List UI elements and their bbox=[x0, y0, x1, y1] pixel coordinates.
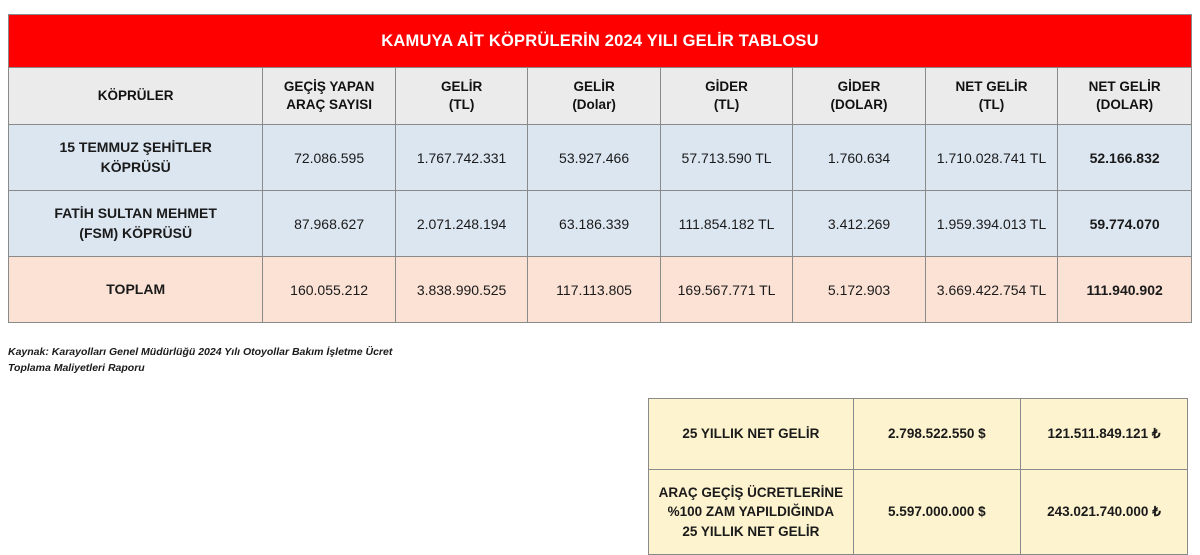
column-header-revenue-usd bbox=[528, 68, 660, 125]
row-label-bridge-1-line1: 15 TEMMUZ ŞEHİTLER bbox=[59, 138, 212, 155]
table-row bbox=[9, 125, 1192, 191]
projection-label-doubled-toll-line2: %100 ZAM YAPILDIĞINDA bbox=[667, 504, 835, 520]
column-header-net-try bbox=[925, 68, 1057, 125]
table-row bbox=[9, 191, 1192, 257]
column-header-expense-usd bbox=[793, 68, 925, 125]
cell-bridge-1-expense-usd: 1.760.634 bbox=[793, 125, 925, 191]
cell-total-revenue-usd: 117.113.805 bbox=[528, 257, 660, 323]
cell-total-expense-usd: 5.172.903 bbox=[793, 257, 925, 323]
projection-row bbox=[649, 399, 1188, 470]
cell-bridge-1-expense-try: 57.713.590 TL bbox=[660, 125, 792, 191]
cell-bridge-1-revenue-try: 1.767.742.331 bbox=[395, 125, 527, 191]
column-header-revenue-try-line2: (TL) bbox=[448, 97, 475, 112]
projection-table-container bbox=[648, 398, 1188, 555]
column-header-revenue-usd-line1: GELİR bbox=[573, 78, 615, 94]
projection-value-doubled-toll-try: 243.021.740.000 ₺ bbox=[1020, 470, 1187, 555]
column-header-vehicle-count bbox=[263, 68, 395, 125]
projection-row bbox=[649, 470, 1188, 555]
source-note-line2: Toplama Maliyetleri Raporu bbox=[8, 362, 145, 375]
table-row-total bbox=[9, 257, 1192, 323]
projection-value-25y-net-try: 121.511.849.121 ₺ bbox=[1020, 399, 1187, 470]
column-header-expense-try-line2: (TL) bbox=[713, 97, 740, 112]
row-label-bridge-2-line1: FATİH SULTAN MEHMET bbox=[54, 204, 217, 221]
bridge-income-table bbox=[8, 14, 1192, 323]
column-header-revenue-try-line1: GELİR bbox=[440, 78, 483, 94]
table-title-row bbox=[9, 15, 1192, 68]
cell-total-revenue-try: 3.838.990.525 bbox=[395, 257, 527, 323]
projection-table bbox=[648, 398, 1188, 555]
cell-bridge-2-revenue-try: 2.071.248.194 bbox=[395, 191, 527, 257]
column-header-net-usd-line1: NET GELİR bbox=[1088, 78, 1161, 94]
cell-bridge-2-net-usd: 59.774.070 bbox=[1058, 191, 1192, 257]
cell-bridge-2-net-try: 1.959.394.013 TL bbox=[925, 191, 1057, 257]
source-note bbox=[8, 344, 528, 377]
source-note-line1: Kaynak: Karayolları Genel Müdürlüğü 2024 Yılı Otoyollar Bakım İşletme Ücret bbox=[8, 346, 393, 358]
cell-bridge-2-expense-usd: 3.412.269 bbox=[793, 191, 925, 257]
cell-bridge-1-net-usd: 52.166.832 bbox=[1058, 125, 1192, 191]
row-label-bridge-1 bbox=[9, 125, 263, 191]
column-header-net-usd-line2: (DOLAR) bbox=[1096, 97, 1154, 112]
row-label-bridge-2 bbox=[9, 191, 263, 257]
column-header-net-usd bbox=[1058, 68, 1192, 125]
projection-label-doubled-toll-line3: 25 YILLIK NET GELİR bbox=[682, 523, 820, 539]
cell-bridge-2-expense-try: 111.854.182 TL bbox=[660, 191, 792, 257]
row-label-bridge-1-line2: KÖPRÜSÜ bbox=[100, 158, 171, 175]
column-header-expense-try-line1: GİDER bbox=[705, 78, 748, 94]
column-header-net-try-line2: (TL) bbox=[978, 97, 1005, 112]
cell-total-net-try: 3.669.422.754 TL bbox=[925, 257, 1057, 323]
column-header-bridges-line1: KÖPRÜLER bbox=[97, 87, 174, 103]
cell-total-expense-try: 169.567.771 TL bbox=[660, 257, 792, 323]
cell-total-vehicle-count: 160.055.212 bbox=[263, 257, 395, 323]
cell-total-net-usd: 111.940.902 bbox=[1058, 257, 1192, 323]
projection-value-25y-net-usd: 2.798.522.550 $ bbox=[853, 399, 1020, 470]
cell-bridge-2-revenue-usd: 63.186.339 bbox=[528, 191, 660, 257]
column-header-net-try-line1: NET GELİR bbox=[955, 78, 1028, 94]
projection-label-25y-net: 25 YILLIK NET GELİR bbox=[649, 399, 854, 470]
projection-label-doubled-toll-line1: ARAÇ GEÇİŞ ÜCRETLERİNE bbox=[658, 484, 844, 500]
column-header-vehicle-count-line1: GEÇİŞ YAPAN bbox=[283, 78, 375, 94]
cell-bridge-1-vehicle-count: 72.086.595 bbox=[263, 125, 395, 191]
column-header-expense-try bbox=[660, 68, 792, 125]
cell-bridge-2-vehicle-count: 87.968.627 bbox=[263, 191, 395, 257]
cell-bridge-1-revenue-usd: 53.927.466 bbox=[528, 125, 660, 191]
column-header-bridges bbox=[9, 68, 263, 125]
column-header-revenue-try bbox=[395, 68, 527, 125]
column-header-revenue-usd-line2: (Dolar) bbox=[572, 97, 616, 112]
income-table-container bbox=[8, 14, 1192, 323]
column-header-vehicle-count-line2: ARAÇ SAYISI bbox=[286, 97, 372, 112]
projection-label-doubled-toll bbox=[649, 470, 854, 555]
cell-bridge-1-net-try: 1.710.028.741 TL bbox=[925, 125, 1057, 191]
row-label-bridge-2-line2: (FSM) KÖPRÜSÜ bbox=[79, 224, 193, 241]
row-label-total: TOPLAM bbox=[9, 257, 263, 323]
projection-value-doubled-toll-usd: 5.597.000.000 $ bbox=[853, 470, 1020, 555]
column-header-expense-usd-line2: (DOLAR) bbox=[830, 97, 888, 112]
column-header-expense-usd-line1: GİDER bbox=[837, 78, 881, 94]
table-header-row bbox=[9, 68, 1192, 125]
page-title: KAMUYA AİT KÖPRÜLERİN 2024 YILI GELİR TABLOSU bbox=[9, 15, 1192, 68]
